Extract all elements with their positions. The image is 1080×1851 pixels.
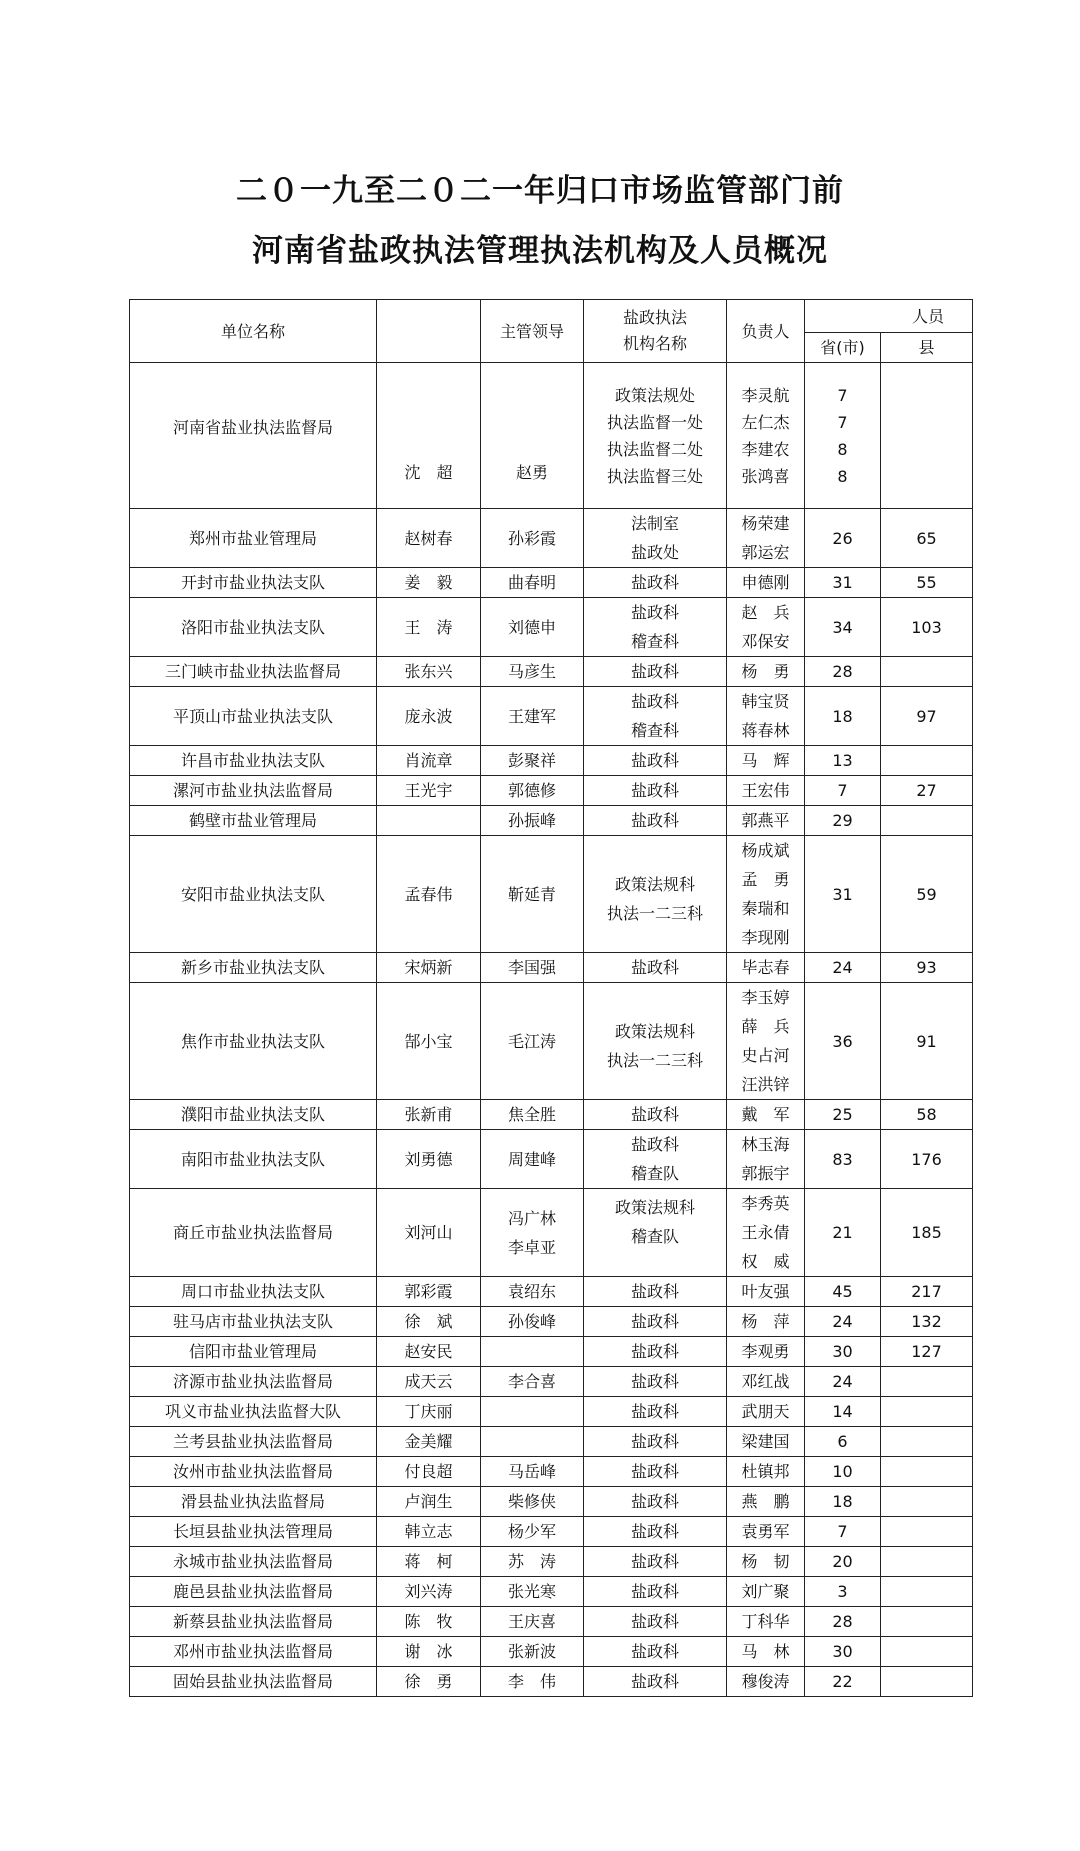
- header-head: 负责人: [727, 300, 805, 363]
- cell-county: [881, 1397, 973, 1427]
- cell-prov: 7: [805, 776, 881, 806]
- header-row: [130, 300, 973, 333]
- cell-unit: 濮阳市盐业执法支队: [130, 1100, 377, 1130]
- cell-county: 176: [881, 1130, 973, 1189]
- cell-chief: 沈 超: [377, 363, 481, 509]
- cell-leader: 周建峰: [481, 1130, 584, 1189]
- cell-leader: 孙振峰: [481, 806, 584, 836]
- cell-chief: 孟春伟: [377, 836, 481, 953]
- cell-head: 邓红战: [727, 1367, 805, 1397]
- cell-county: [881, 1487, 973, 1517]
- cell-unit: 长垣县盐业执法管理局: [130, 1517, 377, 1547]
- cell-chief: 宋炳新: [377, 953, 481, 983]
- cell-leader: 孙俊峰: [481, 1307, 584, 1337]
- cell-prov: 24: [805, 953, 881, 983]
- cell-county: [881, 1517, 973, 1547]
- cell-unit: 平顶山市盐业执法支队: [130, 687, 377, 746]
- cell-chief: 卢润生: [377, 1487, 481, 1517]
- cell-chief: 郜小宝: [377, 983, 481, 1100]
- cell-prov: 7 7 8 8: [805, 363, 881, 509]
- cell-leader: 李合喜: [481, 1367, 584, 1397]
- cell-prov: 45: [805, 1277, 881, 1307]
- table-row: [130, 568, 973, 598]
- cell-unit: 邓州市盐业执法监督局: [130, 1637, 377, 1667]
- table-row: [130, 1667, 973, 1697]
- table-row: [130, 983, 973, 1100]
- table-row: [130, 1637, 973, 1667]
- table-row: [130, 509, 973, 568]
- cell-county: 93: [881, 953, 973, 983]
- cell-county: 65: [881, 509, 973, 568]
- cell-unit: 鹿邑县盐业执法监督局: [130, 1577, 377, 1607]
- cell-chief: 谢 冰: [377, 1637, 481, 1667]
- cell-leader: 孙彩霞: [481, 509, 584, 568]
- cell-unit: 焦作市盐业执法支队: [130, 983, 377, 1100]
- cell-unit: 新乡市盐业执法支队: [130, 953, 377, 983]
- cell-county: 91: [881, 983, 973, 1100]
- cell-chief: 金美耀: [377, 1427, 481, 1457]
- cell-prov: 3: [805, 1577, 881, 1607]
- cell-unit: 驻马店市盐业执法支队: [130, 1307, 377, 1337]
- cell-prov: 18: [805, 1487, 881, 1517]
- cell-county: [881, 806, 973, 836]
- header-blank: [377, 300, 481, 363]
- cell-unit: 安阳市盐业执法支队: [130, 836, 377, 953]
- cell-chief: 王 涛: [377, 598, 481, 657]
- cell-agency: 盐政科 稽查科: [584, 598, 727, 657]
- staff-table: [129, 299, 973, 1697]
- cell-leader: [481, 1337, 584, 1367]
- cell-leader: 袁绍东: [481, 1277, 584, 1307]
- cell-agency: 盐政科: [584, 1100, 727, 1130]
- table-row: [130, 1189, 973, 1277]
- cell-leader: 李 伟: [481, 1667, 584, 1697]
- cell-agency: 盐政科: [584, 1547, 727, 1577]
- table-row: [130, 1547, 973, 1577]
- table-row: [130, 687, 973, 746]
- cell-agency: 盐政科: [584, 776, 727, 806]
- cell-leader: 柴修侠: [481, 1487, 584, 1517]
- cell-leader: 靳延青: [481, 836, 584, 953]
- cell-agency: 盐政科 稽查科: [584, 687, 727, 746]
- cell-leader: 刘德申: [481, 598, 584, 657]
- cell-leader: 杨少军: [481, 1517, 584, 1547]
- cell-county: [881, 1667, 973, 1697]
- table-row: [130, 1100, 973, 1130]
- cell-head: 李秀英 王永倩 权 威: [727, 1189, 805, 1277]
- cell-prov: 20: [805, 1547, 881, 1577]
- cell-head: 李玉婷 薛 兵 史占河 汪洪锌: [727, 983, 805, 1100]
- cell-prov: 13: [805, 746, 881, 776]
- cell-agency: 盐政科 稽查队: [584, 1130, 727, 1189]
- cell-unit: 郑州市盐业管理局: [130, 509, 377, 568]
- table-row: [130, 598, 973, 657]
- cell-head: 马 林: [727, 1637, 805, 1667]
- cell-prov: 25: [805, 1100, 881, 1130]
- cell-chief: 王光宇: [377, 776, 481, 806]
- cell-agency: 盐政科: [584, 1367, 727, 1397]
- cell-agency: 盐政科: [584, 1337, 727, 1367]
- cell-head: 郭燕平: [727, 806, 805, 836]
- cell-unit: 巩义市盐业执法监督大队: [130, 1397, 377, 1427]
- cell-head: 丁科华: [727, 1607, 805, 1637]
- cell-county: 27: [881, 776, 973, 806]
- cell-prov: 34: [805, 598, 881, 657]
- cell-leader: 焦全胜: [481, 1100, 584, 1130]
- page-title: 二０一九至二０二一年归口市场监管部门前: [236, 173, 844, 209]
- cell-unit: 永城市盐业执法监督局: [130, 1547, 377, 1577]
- cell-prov: 22: [805, 1667, 881, 1697]
- cell-chief: 姜 毅: [377, 568, 481, 598]
- table-row: [130, 1397, 973, 1427]
- cell-unit: 商丘市盐业执法监督局: [130, 1189, 377, 1277]
- cell-prov: 31: [805, 568, 881, 598]
- cell-head: 杨荣建 郭运宏: [727, 509, 805, 568]
- cell-leader: 苏 涛: [481, 1547, 584, 1577]
- table-row: [130, 1487, 973, 1517]
- cell-agency: 政策法规科 执法一二三科: [584, 836, 727, 953]
- cell-head: 武朋天: [727, 1397, 805, 1427]
- cell-agency: 盐政科: [584, 1487, 727, 1517]
- header-unit: 单位名称: [130, 300, 377, 363]
- cell-agency: 政策法规处 执法监督一处 执法监督二处 执法监督三处: [584, 363, 727, 509]
- cell-unit: 洛阳市盐业执法支队: [130, 598, 377, 657]
- cell-agency: 政策法规科 执法一二三科: [584, 983, 727, 1100]
- cell-chief: 成天云: [377, 1367, 481, 1397]
- cell-prov: 24: [805, 1367, 881, 1397]
- cell-chief: 徐 勇: [377, 1667, 481, 1697]
- cell-prov: 7: [805, 1517, 881, 1547]
- cell-prov: 28: [805, 657, 881, 687]
- cell-agency: 盐政科: [584, 1517, 727, 1547]
- cell-unit: 滑县盐业执法监督局: [130, 1487, 377, 1517]
- cell-chief: [377, 806, 481, 836]
- cell-chief: 庞永波: [377, 687, 481, 746]
- cell-county: [881, 1427, 973, 1457]
- cell-county: 97: [881, 687, 973, 746]
- cell-county: 185: [881, 1189, 973, 1277]
- cell-county: [881, 363, 973, 509]
- cell-unit: 河南省盐业执法监督局: [130, 363, 377, 509]
- cell-agency: 盐政科: [584, 1607, 727, 1637]
- table-row: [130, 776, 973, 806]
- cell-prov: 31: [805, 836, 881, 953]
- cell-agency: 盐政科: [584, 1277, 727, 1307]
- cell-head: 林玉海 郭振宇: [727, 1130, 805, 1189]
- table-row: [130, 1130, 973, 1189]
- cell-leader: 王建军: [481, 687, 584, 746]
- cell-prov: 14: [805, 1397, 881, 1427]
- cell-leader: [481, 1397, 584, 1427]
- table-row: [130, 363, 973, 509]
- table-row: [130, 746, 973, 776]
- cell-head: 毕志春: [727, 953, 805, 983]
- cell-leader: 曲春明: [481, 568, 584, 598]
- page-subtitle: 河南省盐政执法管理执法机构及人员概况: [252, 233, 828, 269]
- table-row: [130, 1457, 973, 1487]
- cell-unit: 开封市盐业执法支队: [130, 568, 377, 598]
- cell-agency: 盐政科: [584, 1637, 727, 1667]
- cell-prov: 29: [805, 806, 881, 836]
- cell-prov: 30: [805, 1337, 881, 1367]
- cell-agency: 盐政科: [584, 953, 727, 983]
- cell-prov: 21: [805, 1189, 881, 1277]
- cell-prov: 28: [805, 1607, 881, 1637]
- cell-head: 刘广聚: [727, 1577, 805, 1607]
- cell-head: 韩宝贤 蒋春林: [727, 687, 805, 746]
- cell-county: 217: [881, 1277, 973, 1307]
- table-row: [130, 1337, 973, 1367]
- cell-county: [881, 1577, 973, 1607]
- cell-agency: 盐政科: [584, 746, 727, 776]
- cell-chief: 刘兴涛: [377, 1577, 481, 1607]
- cell-head: 杨 勇: [727, 657, 805, 687]
- cell-county: [881, 657, 973, 687]
- cell-head: 申德刚: [727, 568, 805, 598]
- cell-head: 杨 萍: [727, 1307, 805, 1337]
- cell-agency: 政策法规科 稽查队: [584, 1189, 727, 1277]
- table-row: [130, 657, 973, 687]
- cell-agency: 盐政科: [584, 806, 727, 836]
- cell-unit: 济源市盐业执法监督局: [130, 1367, 377, 1397]
- cell-leader: 冯广林 李卓亚: [481, 1189, 584, 1277]
- cell-prov: 26: [805, 509, 881, 568]
- cell-unit: 固始县盐业执法监督局: [130, 1667, 377, 1697]
- cell-head: 叶友强: [727, 1277, 805, 1307]
- cell-head: 戴 军: [727, 1100, 805, 1130]
- cell-prov: 18: [805, 687, 881, 746]
- cell-agency: 盐政科: [584, 1577, 727, 1607]
- cell-prov: 24: [805, 1307, 881, 1337]
- cell-leader: 马彦生: [481, 657, 584, 687]
- cell-county: 59: [881, 836, 973, 953]
- cell-head: 李观勇: [727, 1337, 805, 1367]
- table-row: [130, 953, 973, 983]
- cell-head: 马 辉: [727, 746, 805, 776]
- cell-chief: 张新甫: [377, 1100, 481, 1130]
- cell-county: [881, 1637, 973, 1667]
- cell-county: 103: [881, 598, 973, 657]
- cell-unit: 汝州市盐业执法监督局: [130, 1457, 377, 1487]
- cell-head: 杨成斌 孟 勇 秦瑞和 李现刚: [727, 836, 805, 953]
- cell-head: 袁勇军: [727, 1517, 805, 1547]
- cell-head: 赵 兵 邓保安: [727, 598, 805, 657]
- cell-leader: 毛江涛: [481, 983, 584, 1100]
- cell-county: 55: [881, 568, 973, 598]
- cell-head: 燕 鹏: [727, 1487, 805, 1517]
- table-row: [130, 806, 973, 836]
- cell-county: [881, 1547, 973, 1577]
- cell-leader: 李国强: [481, 953, 584, 983]
- cell-prov: 36: [805, 983, 881, 1100]
- cell-county: [881, 1607, 973, 1637]
- cell-agency: 法制室 盐政处: [584, 509, 727, 568]
- cell-county: [881, 1367, 973, 1397]
- cell-agency: 盐政科: [584, 568, 727, 598]
- header-prov: 省(市): [805, 333, 881, 363]
- cell-unit: 周口市盐业执法支队: [130, 1277, 377, 1307]
- cell-chief: 丁庆丽: [377, 1397, 481, 1427]
- cell-unit: 新蔡县盐业执法监督局: [130, 1607, 377, 1637]
- cell-unit: 鹤壁市盐业管理局: [130, 806, 377, 836]
- cell-head: 杜镇邦: [727, 1457, 805, 1487]
- cell-leader: 郭德修: [481, 776, 584, 806]
- cell-prov: 30: [805, 1637, 881, 1667]
- cell-leader: 张新波: [481, 1637, 584, 1667]
- cell-prov: 6: [805, 1427, 881, 1457]
- cell-county: 132: [881, 1307, 973, 1337]
- table-row: [130, 1427, 973, 1457]
- cell-unit: 兰考县盐业执法监督局: [130, 1427, 377, 1457]
- cell-leader: 赵勇: [481, 363, 584, 509]
- table-row: [130, 1517, 973, 1547]
- cell-agency: 盐政科: [584, 1397, 727, 1427]
- header-staff: 人员: [805, 300, 973, 333]
- header-leader: 主管领导: [481, 300, 584, 363]
- cell-head: 王宏伟: [727, 776, 805, 806]
- cell-chief: 韩立志: [377, 1517, 481, 1547]
- header-agency: 盐政执法 机构名称: [584, 300, 727, 363]
- cell-county: 127: [881, 1337, 973, 1367]
- table-row: [130, 1577, 973, 1607]
- cell-head: 杨 韧: [727, 1547, 805, 1577]
- cell-chief: 赵安民: [377, 1337, 481, 1367]
- cell-county: [881, 746, 973, 776]
- cell-head: 李灵航 左仁杰 李建农 张鸿喜: [727, 363, 805, 509]
- header-county: 县: [881, 333, 973, 363]
- cell-agency: 盐政科: [584, 1427, 727, 1457]
- cell-county: [881, 1457, 973, 1487]
- cell-chief: 刘河山: [377, 1189, 481, 1277]
- table-row: [130, 1607, 973, 1637]
- cell-leader: 彭聚祥: [481, 746, 584, 776]
- cell-chief: 蒋 柯: [377, 1547, 481, 1577]
- cell-chief: 张东兴: [377, 657, 481, 687]
- cell-prov: 10: [805, 1457, 881, 1487]
- cell-agency: 盐政科: [584, 1667, 727, 1697]
- cell-unit: 许昌市盐业执法支队: [130, 746, 377, 776]
- cell-chief: 刘勇德: [377, 1130, 481, 1189]
- cell-head: 穆俊涛: [727, 1667, 805, 1697]
- cell-chief: 肖流章: [377, 746, 481, 776]
- cell-unit: 三门峡市盐业执法监督局: [130, 657, 377, 687]
- table-row: [130, 1367, 973, 1397]
- cell-county: 58: [881, 1100, 973, 1130]
- cell-chief: 付良超: [377, 1457, 481, 1487]
- cell-leader: 张光寒: [481, 1577, 584, 1607]
- cell-unit: 南阳市盐业执法支队: [130, 1130, 377, 1189]
- cell-unit: 信阳市盐业管理局: [130, 1337, 377, 1367]
- cell-leader: 马岳峰: [481, 1457, 584, 1487]
- cell-leader: 王庆喜: [481, 1607, 584, 1637]
- cell-chief: 徐 斌: [377, 1307, 481, 1337]
- cell-head: 梁建国: [727, 1427, 805, 1457]
- cell-agency: 盐政科: [584, 1457, 727, 1487]
- cell-unit: 漯河市盐业执法监督局: [130, 776, 377, 806]
- cell-prov: 83: [805, 1130, 881, 1189]
- cell-leader: [481, 1427, 584, 1457]
- cell-agency: 盐政科: [584, 657, 727, 687]
- cell-agency: 盐政科: [584, 1307, 727, 1337]
- cell-chief: 陈 牧: [377, 1607, 481, 1637]
- table-row: [130, 1307, 973, 1337]
- cell-chief: 郭彩霞: [377, 1277, 481, 1307]
- table-row: [130, 836, 973, 953]
- cell-chief: 赵树春: [377, 509, 481, 568]
- table-row: [130, 1277, 973, 1307]
